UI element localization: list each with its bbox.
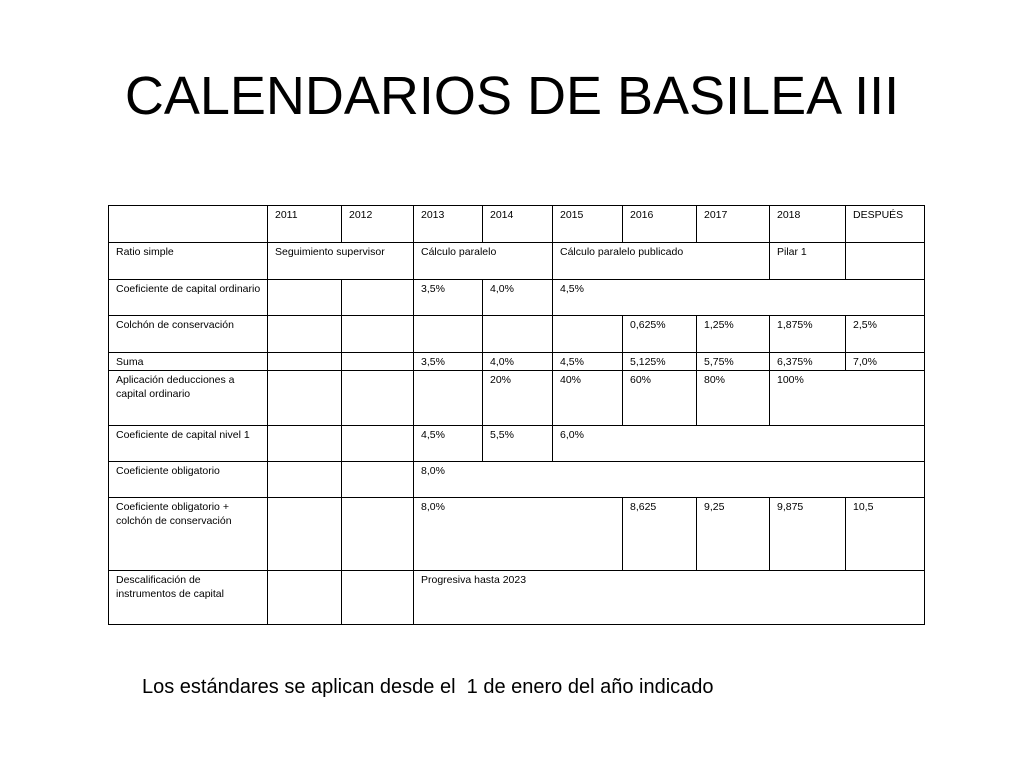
table-cell (268, 571, 342, 625)
table-cell: Seguimiento supervisor (268, 243, 414, 280)
footer-note: Los estándares se aplican desde el 1 de enero del año indicado (142, 676, 714, 698)
table-cell: Pilar 1 (770, 243, 846, 280)
header-cell-2014: 2014 (483, 206, 553, 243)
table-cell: 8,0% (414, 462, 925, 498)
table-cell (342, 280, 414, 316)
table-cell: 3,5% (414, 280, 483, 316)
table-cell: Cálculo paralelo (414, 243, 553, 280)
table-cell: 40% (553, 371, 623, 426)
table-cell: 80% (697, 371, 770, 426)
row-label: Coeficiente obligatorio (109, 462, 268, 498)
table-cell (268, 462, 342, 498)
table-cell: 20% (483, 371, 553, 426)
table-cell (342, 571, 414, 625)
table-cell: 4,0% (483, 280, 553, 316)
table-cell (268, 426, 342, 462)
table-cell: 6,375% (770, 353, 846, 371)
basel-calendar-table (108, 205, 925, 625)
table-cell (342, 498, 414, 571)
table-cell (342, 316, 414, 353)
table-cell (342, 353, 414, 371)
table-row (109, 371, 925, 426)
table-cell (268, 316, 342, 353)
row-label: Aplicación deducciones a capital ordinario (109, 371, 268, 426)
table-cell: 8,625 (623, 498, 697, 571)
table-cell (846, 243, 925, 280)
table-cell: 7,0% (846, 353, 925, 371)
table-cell: 5,125% (623, 353, 697, 371)
table-cell: 100% (770, 371, 925, 426)
table-cell: 1,25% (697, 316, 770, 353)
table-cell: 2,5% (846, 316, 925, 353)
table-cell: 4,5% (553, 280, 925, 316)
table-cell: 10,5 (846, 498, 925, 571)
header-cell-2018: 2018 (770, 206, 846, 243)
table-cell: 4,0% (483, 353, 553, 371)
table-row (109, 353, 925, 371)
header-cell-2016: 2016 (623, 206, 697, 243)
row-label: Suma (109, 353, 268, 371)
row-label: Ratio simple (109, 243, 268, 280)
table-cell (342, 426, 414, 462)
table-cell (483, 316, 553, 353)
row-label: Coeficiente de capital nivel 1 (109, 426, 268, 462)
table-row (109, 498, 925, 571)
header-cell-2015: 2015 (553, 206, 623, 243)
table-cell: 9,875 (770, 498, 846, 571)
row-label: Coeficiente obligatorio + colchón de conservación (109, 498, 268, 571)
table-row (109, 426, 925, 462)
table-cell: 3,5% (414, 353, 483, 371)
table-cell (342, 371, 414, 426)
table-cell (414, 371, 483, 426)
table-cell: 4,5% (414, 426, 483, 462)
table-cell (414, 316, 483, 353)
table-cell (553, 316, 623, 353)
row-label: Coeficiente de capital ordinario (109, 280, 268, 316)
table-cell (268, 280, 342, 316)
table-cell: 1,875% (770, 316, 846, 353)
header-row (109, 206, 925, 243)
row-label: Colchón de conservación (109, 316, 268, 353)
header-cell-2011: 2011 (268, 206, 342, 243)
table-cell: 8,0% (414, 498, 623, 571)
table-cell: 0,625% (623, 316, 697, 353)
header-cell-despues: DESPUÉS (846, 206, 925, 243)
table-cell: 9,25 (697, 498, 770, 571)
table-cell: 4,5% (553, 353, 623, 371)
table-cell: 5,75% (697, 353, 770, 371)
table-cell (342, 462, 414, 498)
header-cell-2017: 2017 (697, 206, 770, 243)
table-row (109, 280, 925, 316)
table-row (109, 316, 925, 353)
table-row (109, 243, 925, 280)
header-cell-2012: 2012 (342, 206, 414, 243)
table-cell (268, 353, 342, 371)
table-cell: 5,5% (483, 426, 553, 462)
row-label: Descalificación de instrumentos de capital (109, 571, 268, 625)
slide-title: CALENDARIOS DE BASILEA III (124, 66, 900, 126)
table-cell (268, 371, 342, 426)
table-cell: 60% (623, 371, 697, 426)
table-cell: 6,0% (553, 426, 925, 462)
table-cell: Progresiva hasta 2023 (414, 571, 925, 625)
table-cell: Cálculo paralelo publicado (553, 243, 770, 280)
header-cell-2013: 2013 (414, 206, 483, 243)
table-row (109, 571, 925, 625)
table-cell (268, 498, 342, 571)
table-row (109, 462, 925, 498)
header-cell-empty (109, 206, 268, 243)
